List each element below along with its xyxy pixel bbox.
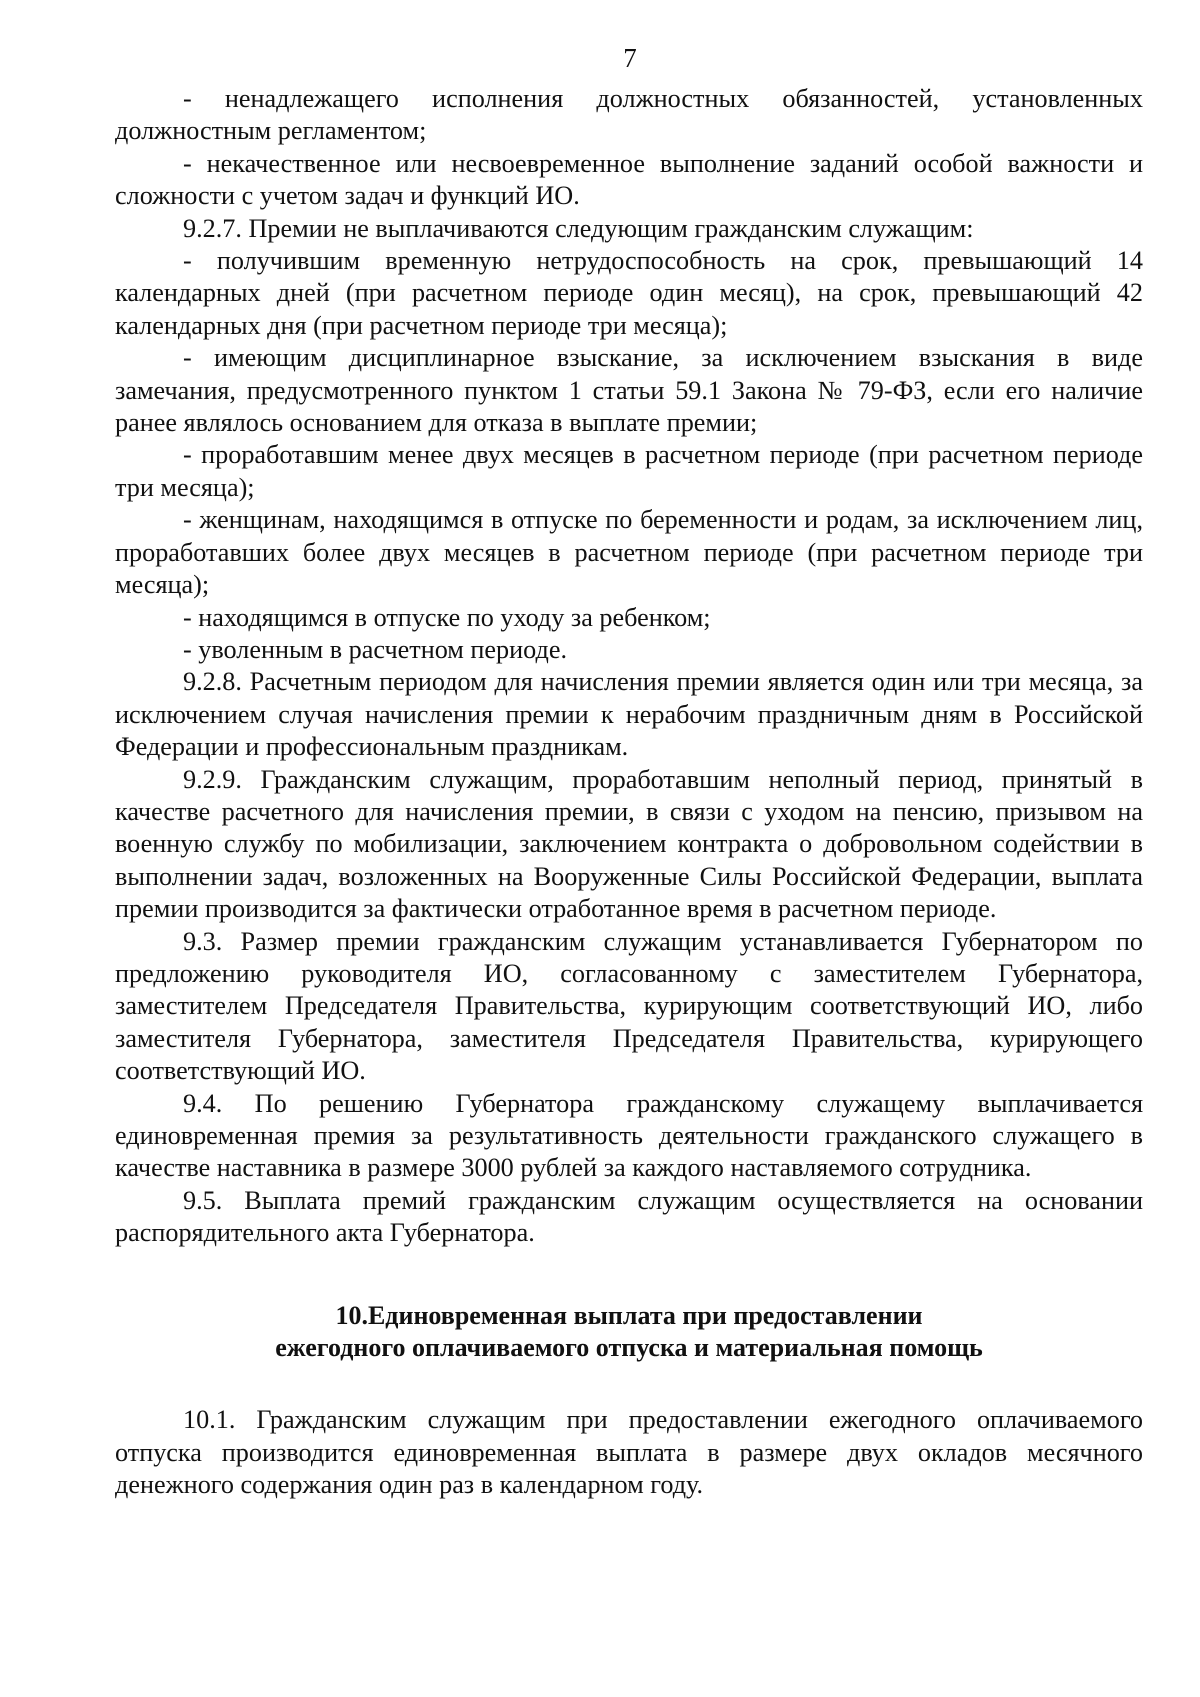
document-body [115,83,1143,1502]
section-heading-line: 10.Единовременная выплата при предоставлении [335,1300,923,1330]
paragraph: 9.2.9. Гражданским служащим, проработавшим неполный период, принятый в качестве расчетного для начисления премии, в связи с уходом на пенсию, призывом на военную службу по мобилизации, заключением контракта о добровольном содействии в выполнении задач, возложенных на Вооруженные Силы Российской Федерации, выплата премии производится за фактически отработанное время в расчетном периоде. [115,764,1143,924]
paragraph: 9.5. Выплата премий гражданским служащим осуществляется на основании распорядительного акта Губернатора. [115,1185,1143,1248]
paragraph: 9.4. По решению Губернатора гражданскому служащему выплачивается единовременная премия за результативность деятельности гражданского служащего в качестве наставника в размере 3000 рублей за каждого наставляемого сотрудника. [115,1088,1143,1183]
paragraph: 9.3. Размер премии гражданским служащим устанавливается Губернатором по предложению руководителя ИО, согласованному с заместителем Губернатора, заместителем Председателя Правительства, курирующим соответствующий ИО, либо заместителя Губернатора, заместителя Председателя Правительства, курирующего соответствующий ИО. [115,926,1143,1086]
paragraph: - некачественное или несвоевременное выполнение заданий особой важности и сложности с учетом задач и функций ИО. [115,148,1143,211]
paragraph: - уволенным в расчетном периоде. [183,634,568,664]
page-number: 7 [623,43,637,73]
paragraph: - проработавшим менее двух месяцев в расчетном периоде (при расчетном периоде три месяца); [115,440,1143,502]
section-heading-line: ежегодного оплачиваемого отпуска и материальная помощь [275,1333,983,1363]
paragraph: - имеющим дисциплинарное взыскание, за исключением взыскания в виде замечания, предусмотренного пунктом 1 статьи 59.1 Закона № 79-ФЗ, если его наличие ранее являлось основанием для отказа в выплате премии; [115,343,1143,438]
paragraph: - женщинам, находящимся в отпуске по беременности и родам, за исключением лиц, проработавших более двух месяцев в расчетном периоде (при расчетном периоде три месяца); [115,505,1143,600]
paragraph: 9.2.7. Премии не выплачиваются следующим гражданским служащим: [183,213,974,243]
paragraph: 10.1. Гражданским служащим при предоставлении ежегодного оплачиваемого отпуска производится единовременная выплата в размере двух окладов месячного денежного содержания один раз в календарном году. [115,1405,1143,1500]
paragraph: - ненадлежащего исполнения должностных обязанностей, установленных должностным регламентом; [115,84,1143,146]
paragraph: 9.2.8. Расчетным периодом для начисления премии является один или три месяца, за исключением случая начисления премии к нерабочим праздничным дням в Российской Федерации и профессиональным праздникам. [115,667,1143,762]
section-heading [115,1300,1143,1365]
paragraph: - находящимся в отпуске по уходу за ребенком; [183,602,711,632]
paragraph: - получившим временную нетрудоспособность на срок, превышающий 14 календарных дней (при расчетном периоде один месяц), на срок, превышающий 42 календарных дня (при расчетном периоде три месяца); [115,246,1143,340]
